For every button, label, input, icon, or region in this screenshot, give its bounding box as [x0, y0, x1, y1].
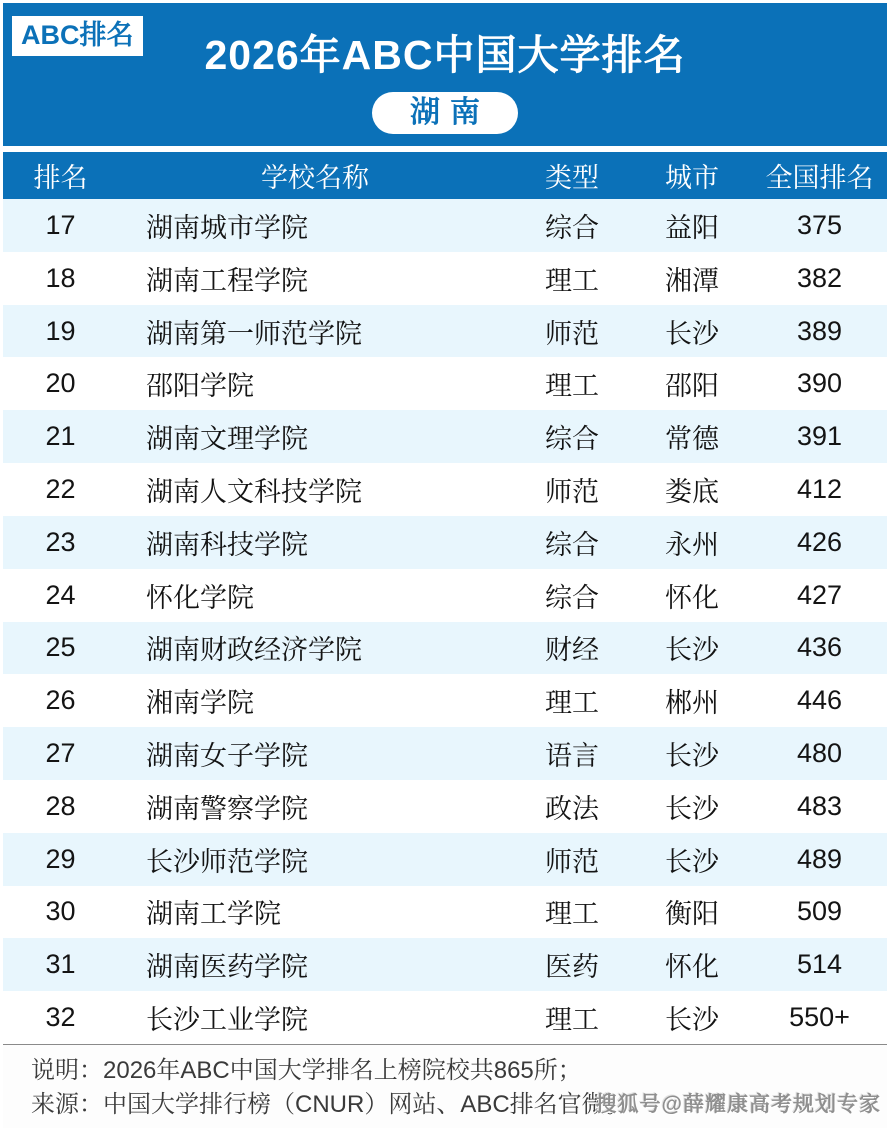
table-row — [3, 252, 887, 305]
cell-city: 怀化 — [665, 952, 719, 983]
table-row — [3, 991, 887, 1044]
column-header-national-rank: 全国排名 — [765, 163, 874, 193]
table-row — [3, 622, 887, 675]
cell-type: 理工 — [545, 688, 599, 719]
cell-school-name: 长沙师范学院 — [146, 846, 308, 877]
cell-school-name: 湖南医药学院 — [146, 952, 308, 983]
cell-rank: 17 — [45, 209, 76, 240]
cell-national-rank: 412 — [796, 473, 843, 504]
cell-school-name: 湖南文理学院 — [146, 424, 308, 455]
cell-national-rank: 391 — [796, 421, 843, 452]
cell-city: 湘潭 — [665, 265, 719, 296]
table-row — [3, 833, 887, 886]
province-badge: 湖南 — [372, 92, 518, 134]
cell-city: 娄底 — [665, 476, 719, 507]
cell-school-name: 湖南工学院 — [146, 899, 281, 930]
cell-rank: 30 — [45, 896, 76, 927]
cell-rank: 25 — [45, 632, 76, 663]
cell-rank: 20 — [45, 368, 76, 399]
cell-rank: 18 — [45, 262, 76, 293]
cell-school-name: 湖南人文科技学院 — [146, 476, 362, 507]
table-row — [3, 305, 887, 358]
cell-national-rank: 550+ — [789, 1002, 850, 1033]
table-row — [3, 886, 887, 939]
column-header-rank: 排名 — [33, 163, 88, 193]
cell-city: 益阳 — [665, 212, 719, 243]
cell-national-rank: 514 — [796, 949, 843, 980]
cell-type: 综合 — [545, 529, 599, 560]
cell-national-rank: 390 — [796, 368, 843, 399]
cell-school-name: 湖南女子学院 — [146, 741, 308, 772]
cell-rank: 24 — [45, 579, 76, 610]
table-row — [3, 780, 887, 833]
cell-rank: 22 — [45, 473, 76, 504]
table-row — [3, 569, 887, 622]
cell-national-rank: 436 — [796, 632, 843, 663]
cell-school-name: 邵阳学院 — [146, 371, 254, 402]
table-body — [3, 199, 887, 1044]
cell-national-rank: 426 — [796, 526, 843, 557]
table-header-row — [3, 152, 887, 199]
column-header-school-name: 学校名称 — [261, 163, 369, 193]
abc-ranking-badge: ABC排名 — [12, 16, 143, 56]
cell-rank: 32 — [45, 1002, 76, 1033]
cell-school-name: 长沙工业学院 — [146, 1005, 308, 1036]
cell-type: 师范 — [545, 846, 599, 877]
cell-city: 长沙 — [665, 741, 719, 772]
page-title: 2026年ABC中国大学排名 — [204, 32, 686, 78]
cell-rank: 28 — [45, 790, 76, 821]
cell-school-name: 湖南城市学院 — [146, 212, 308, 243]
cell-city: 衡阳 — [665, 899, 719, 930]
cell-city: 长沙 — [665, 793, 719, 824]
cell-school-name: 湘南学院 — [146, 688, 254, 719]
cell-national-rank: 509 — [796, 896, 843, 927]
cell-rank: 23 — [45, 526, 76, 557]
cell-rank: 29 — [45, 843, 76, 874]
cell-city: 长沙 — [665, 846, 719, 877]
table-row — [3, 463, 887, 516]
cell-national-rank: 382 — [796, 262, 843, 293]
cell-school-name: 湖南警察学院 — [146, 793, 308, 824]
cell-type: 理工 — [545, 1005, 599, 1036]
cell-national-rank: 389 — [796, 315, 843, 346]
cell-national-rank: 480 — [796, 738, 843, 769]
column-header-type: 类型 — [545, 163, 599, 193]
cell-national-rank: 446 — [796, 685, 843, 716]
table-row — [3, 410, 887, 463]
table-row — [3, 727, 887, 780]
cell-rank: 26 — [45, 685, 76, 716]
cell-national-rank: 483 — [796, 790, 843, 821]
cell-type: 财经 — [545, 635, 599, 666]
cell-type: 医药 — [545, 952, 599, 983]
table-row — [3, 674, 887, 727]
cell-type: 综合 — [545, 424, 599, 455]
cell-rank: 31 — [45, 949, 76, 980]
cell-school-name: 湖南科技学院 — [146, 529, 308, 560]
cell-rank: 19 — [45, 315, 76, 346]
cell-rank: 27 — [45, 738, 76, 769]
cell-city: 永州 — [665, 529, 719, 560]
cell-type: 理工 — [545, 371, 599, 402]
cell-rank: 21 — [45, 421, 76, 452]
cell-national-rank: 375 — [796, 209, 843, 240]
cell-national-rank: 489 — [796, 843, 843, 874]
table-row — [3, 938, 887, 991]
cell-city: 邵阳 — [665, 371, 719, 402]
cell-school-name: 湖南工程学院 — [146, 265, 308, 296]
table-row — [3, 516, 887, 569]
cell-school-name: 湖南第一师范学院 — [146, 318, 362, 349]
cell-type: 理工 — [545, 899, 599, 930]
cell-type: 语言 — [545, 741, 599, 772]
cell-type: 师范 — [545, 476, 599, 507]
cell-type: 综合 — [545, 212, 599, 243]
footer — [3, 1044, 887, 1128]
cell-type: 政法 — [545, 793, 599, 824]
cell-city: 怀化 — [665, 582, 719, 613]
footer-note: 说明：2026年ABC中国大学排名上榜院校共865所； — [31, 1057, 582, 1084]
table-row — [3, 199, 887, 252]
cell-type: 师范 — [545, 318, 599, 349]
watermark: 搜狐号@薛耀康高考规划专家 — [595, 1093, 881, 1116]
cell-school-name: 怀化学院 — [146, 582, 254, 613]
cell-school-name: 湖南财政经济学院 — [146, 635, 362, 666]
table-row — [3, 357, 887, 410]
cell-city: 长沙 — [665, 318, 719, 349]
footer-source: 来源：中国大学排行榜（CNUR）网站、ABC排名官微。 — [31, 1091, 630, 1118]
cell-type: 综合 — [545, 582, 599, 613]
column-header-city: 城市 — [665, 163, 719, 193]
cell-city: 长沙 — [665, 1005, 719, 1036]
cell-city: 郴州 — [665, 688, 719, 719]
cell-city: 常德 — [665, 424, 719, 455]
cell-city: 长沙 — [665, 635, 719, 666]
cell-national-rank: 427 — [796, 579, 843, 610]
cell-type: 理工 — [545, 265, 599, 296]
header-banner — [3, 3, 887, 146]
